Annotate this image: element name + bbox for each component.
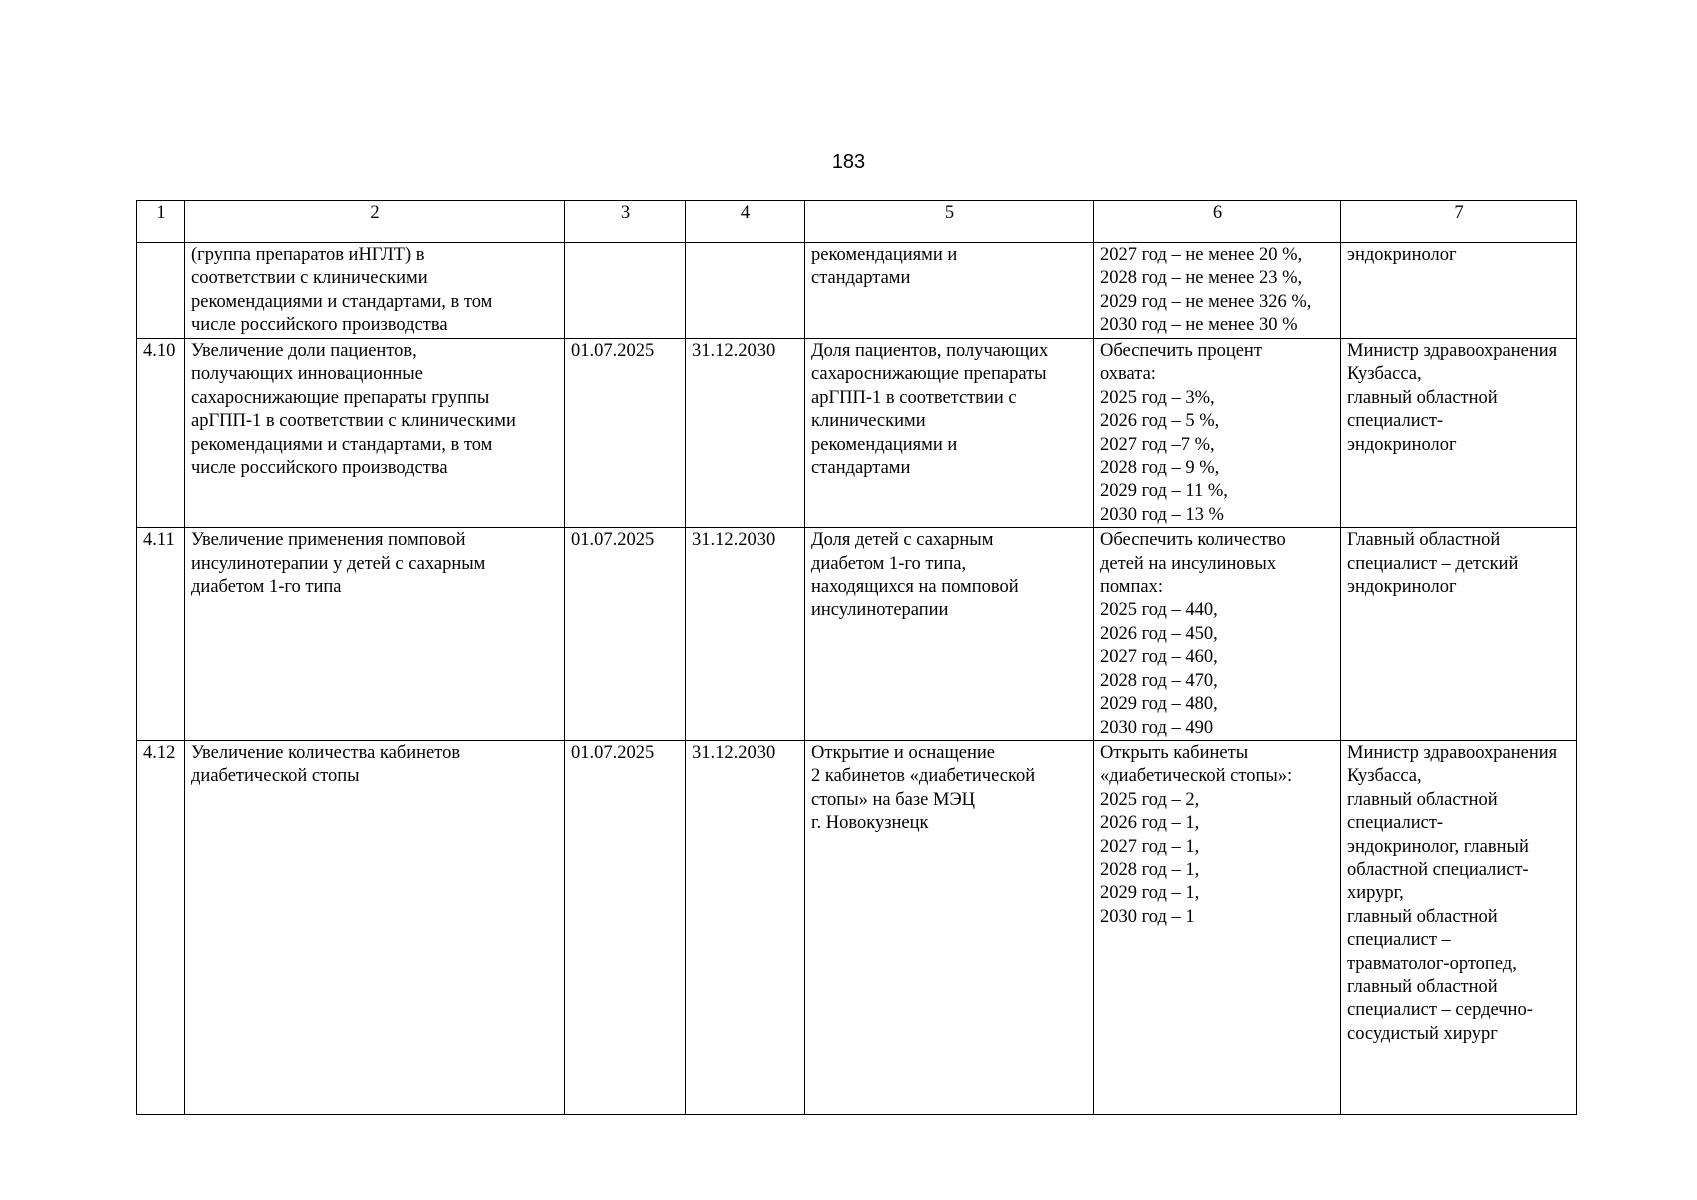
end-date-cell <box>686 243 805 339</box>
cell-line: специалист- <box>1347 411 1444 432</box>
cell-line: эндокринолог <box>1347 577 1457 598</box>
cell-line: 2027 год – не менее 20 %, <box>1100 245 1303 265</box>
cell-line: 2028 год – 9 %, <box>1100 458 1220 479</box>
column-header: 2 <box>185 201 565 243</box>
cell-line: областной специалист- <box>1347 859 1529 880</box>
cell-line: соответствии с клиническими <box>191 268 428 289</box>
row-number-cell: 4.12 <box>137 740 185 1114</box>
cell-line: 2 кабинетов «диабетической <box>811 766 1036 787</box>
cell-line: инсулинотерапии <box>811 600 949 621</box>
cell-line: диабетом 1-го типа <box>191 577 342 598</box>
column-header: 7 <box>1341 201 1577 243</box>
cell-line: Увеличение количества кабинетов <box>191 742 461 763</box>
cell-line: помпах: <box>1100 577 1164 598</box>
cell-line: 2029 год – не менее 326 %, <box>1100 291 1312 312</box>
indicator-cell <box>805 528 1094 741</box>
cell-line: арГПП-1 в соответствии с <box>811 387 1017 408</box>
cell-line: стандартами <box>811 458 911 479</box>
cell-line: 2026 год – 5 %, <box>1100 411 1220 432</box>
cell-line: главный областной <box>1347 906 1498 927</box>
activities-table <box>136 200 1577 1115</box>
table-row <box>137 740 1577 1114</box>
indicator-cell <box>805 243 1094 339</box>
cell-line: Открыть кабинеты <box>1100 742 1249 763</box>
column-header: 5 <box>805 201 1094 243</box>
cell-line: 2025 год – 2, <box>1100 789 1200 810</box>
cell-line: Доля детей с сахарным <box>811 530 994 551</box>
cell-line: рекомендациями и <box>811 434 958 455</box>
cell-line: 2029 год – 480, <box>1100 694 1218 715</box>
cell-line: 2029 год – 1, <box>1100 883 1200 904</box>
cell-line: 2027 год – 460, <box>1100 647 1218 668</box>
cell-line: специалист- <box>1347 813 1444 834</box>
start-date-cell <box>565 243 686 339</box>
cell-line: Доля пациентов, получающих <box>811 341 1049 361</box>
cell-line: 2028 год – 1, <box>1100 859 1200 880</box>
target-cell <box>1094 740 1341 1114</box>
action-cell <box>185 243 565 339</box>
responsible-cell <box>1341 243 1577 339</box>
cell-line: 2026 год – 450, <box>1100 623 1218 644</box>
cell-line: стопы» на базе МЭЦ <box>811 789 976 810</box>
action-cell <box>185 740 565 1114</box>
cell-line: Обеспечить количество <box>1100 530 1286 551</box>
page-number: 183 <box>831 151 866 173</box>
cell-line: Кузбасса, <box>1347 766 1422 787</box>
cell-line: 2027 год –7 %, <box>1100 434 1215 455</box>
cell-line: 2030 год – 490 <box>1100 717 1214 738</box>
cell-line: детей на инсулиновых <box>1100 553 1277 574</box>
start-date-cell: 01.07.2025 <box>565 339 686 528</box>
cell-line: эндокринолог <box>1347 434 1457 455</box>
cell-line: Увеличение применения помповой <box>191 530 466 551</box>
cell-line: Увеличение доли пациентов, <box>191 341 417 361</box>
cell-line: рекомендациями и стандартами, в том <box>191 434 493 455</box>
end-date-cell: 31.12.2030 <box>686 339 805 528</box>
row-number-cell: 4.11 <box>137 528 185 741</box>
indicator-cell <box>805 740 1094 1114</box>
table-row <box>137 339 1577 528</box>
column-header: 3 <box>565 201 686 243</box>
cell-line: 2029 год – 11 %, <box>1100 481 1228 502</box>
action-cell <box>185 528 565 741</box>
end-date-cell: 31.12.2030 <box>686 528 805 741</box>
cell-line: рекомендациями и стандартами, в том <box>191 291 493 312</box>
cell-line: г. Новокузнецк <box>811 813 929 834</box>
cell-line: охвата: <box>1100 364 1156 385</box>
cell-line: сахароснижающие препараты группы <box>191 387 490 408</box>
column-header: 6 <box>1094 201 1341 243</box>
cell-line: 2026 год – 1, <box>1100 813 1200 834</box>
start-date-cell: 01.07.2025 <box>565 740 686 1114</box>
row-number-cell: 4.10 <box>137 339 185 528</box>
action-cell <box>185 339 565 528</box>
end-date-cell: 31.12.2030 <box>686 740 805 1114</box>
cell-line: Министр здравоохранения <box>1347 341 1558 361</box>
cell-line: 2028 год – 470, <box>1100 670 1218 691</box>
cell-line: стандартами <box>811 268 911 289</box>
cell-line: Открытие и оснащение <box>811 742 995 763</box>
target-cell <box>1094 339 1341 528</box>
cell-line: Обеспечить процент <box>1100 341 1262 361</box>
cell-line: специалист – <box>1347 930 1451 951</box>
cell-line: травматолог-ортопед, <box>1347 953 1517 974</box>
cell-line: Кузбасса, <box>1347 364 1422 385</box>
cell-line: главный областной <box>1347 976 1498 997</box>
cell-line: 2025 год – 440, <box>1100 600 1218 621</box>
cell-line: 2027 год – 1, <box>1100 836 1200 857</box>
cell-line: эндокринолог <box>1347 245 1457 265</box>
cell-line: Главный областной <box>1347 530 1501 551</box>
cell-line: арГПП-1 в соответствии с клиническими <box>191 411 516 432</box>
cell-line: диабетом 1-го типа, <box>811 553 967 574</box>
cell-line: клиническими <box>811 411 926 432</box>
column-header: 1 <box>137 201 185 243</box>
responsible-cell <box>1341 528 1577 741</box>
cell-line: (группа препаратов иНГЛТ) в <box>191 245 425 265</box>
cell-line: хирург, <box>1347 883 1404 904</box>
cell-line: «диабетической стопы»: <box>1100 766 1293 787</box>
cell-line: 2030 год – 1 <box>1100 906 1195 927</box>
cell-line: 2025 год – 3%, <box>1100 387 1215 408</box>
cell-line: 2030 год – 13 % <box>1100 504 1224 525</box>
cell-line: диабетической стопы <box>191 766 360 787</box>
cell-line: рекомендациями и <box>811 245 958 265</box>
cell-line: специалист – сердечно- <box>1347 1000 1533 1021</box>
cell-line: эндокринолог, главный <box>1347 836 1529 857</box>
row-number-cell <box>137 243 185 339</box>
start-date-cell: 01.07.2025 <box>565 528 686 741</box>
table-header-row <box>137 201 1577 243</box>
responsible-cell <box>1341 740 1577 1114</box>
cell-line: получающих инновационные <box>191 364 423 385</box>
target-cell <box>1094 243 1341 339</box>
cell-line: 2028 год – не менее 23 %, <box>1100 268 1303 289</box>
responsible-cell <box>1341 339 1577 528</box>
cell-line: главный областной <box>1347 387 1498 408</box>
cell-line: находящихся на помповой <box>811 577 1019 598</box>
cell-line: числе российского производства <box>191 315 448 336</box>
target-cell <box>1094 528 1341 741</box>
cell-line: инсулинотерапии у детей с сахарным <box>191 553 486 574</box>
cell-line: 2030 год – не менее 30 % <box>1100 315 1298 336</box>
cell-line: сахароснижающие препараты <box>811 364 1047 385</box>
table-row <box>137 243 1577 339</box>
cell-line: специалист – детский <box>1347 553 1519 574</box>
column-header: 4 <box>686 201 805 243</box>
cell-line: Министр здравоохранения <box>1347 742 1558 763</box>
cell-line: сосудистый хирург <box>1347 1023 1498 1044</box>
cell-line: числе российского производства <box>191 458 448 479</box>
cell-line: главный областной <box>1347 789 1498 810</box>
table-row <box>137 528 1577 741</box>
indicator-cell <box>805 339 1094 528</box>
